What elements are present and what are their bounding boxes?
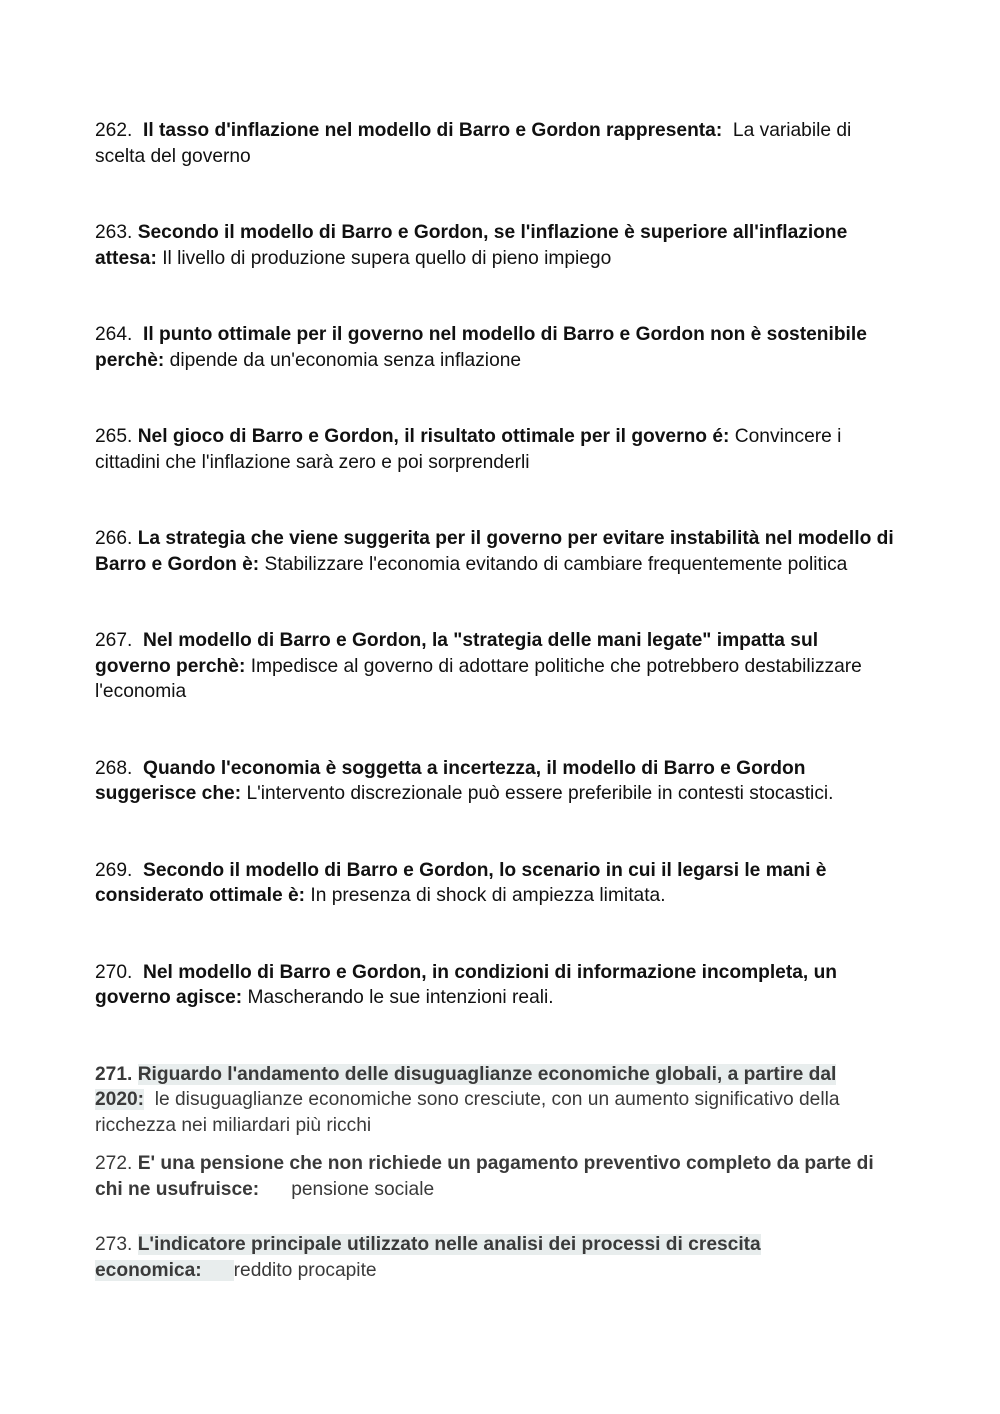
question-number: 263.: [95, 222, 133, 243]
question-number: 266.: [95, 528, 133, 549]
question-number: 273.: [95, 1234, 133, 1255]
question-number: 262.: [95, 120, 133, 141]
question-number: 268.: [95, 757, 133, 779]
answer-text: L'intervento discrezionale può essere preferibile in contesti stocastici.: [246, 783, 834, 804]
answer-text: le disuguaglianze economiche sono cresciute, con un aumento significativo della ricchezza nei miliardari più ricchi: [95, 1089, 840, 1136]
answer-text: Convincere i cittadini che l'inflazione sarà zero e poi sorprenderli: [95, 426, 842, 473]
question-262: [95, 118, 895, 169]
question-number: 271.: [95, 1063, 133, 1085]
question-number: 270.: [95, 961, 133, 983]
question-text: Quando l'economia è soggetta a incertezza, il modello di Barro e Gordon suggerisce che:: [95, 757, 806, 804]
answer-text: Il livello di produzione supera quello di pieno impiego: [162, 247, 612, 269]
answer-text: reddito procapite: [233, 1259, 377, 1281]
question-text: Nel gioco di Barro e Gordon, il risultato ottimale per il governo é:: [137, 426, 730, 447]
question-text: Nel modello di Barro e Gordon, la "strategia delle mani legate" impatta sul governo perchè:: [95, 630, 819, 677]
question-269: [95, 858, 895, 909]
question-number: 264.: [95, 324, 133, 345]
answer-text: dipende da un'economia senza inflazione: [169, 349, 522, 371]
question-272: [95, 1151, 895, 1202]
question-text: Secondo il modello di Barro e Gordon, lo scenario in cui il legarsi le mani è considerato ottimale è:: [95, 859, 827, 906]
question-265: [95, 424, 895, 475]
question-number: 267.: [95, 630, 133, 651]
answer-text: pensione sociale: [291, 1178, 435, 1200]
question-271: [95, 1062, 895, 1139]
question-text: Il punto ottimale per il governo nel modello di Barro e Gordon non è sostenibile perchè:: [95, 324, 867, 371]
question-273: [95, 1232, 895, 1283]
answer-text: Mascherando le sue intenzioni reali.: [247, 987, 554, 1008]
question-263: [95, 220, 895, 271]
question-number: 272.: [95, 1153, 133, 1174]
question-268: [95, 756, 895, 807]
question-number: 265.: [95, 426, 133, 447]
question-text: Secondo il modello di Barro e Gordon, se l'inflazione è superiore all'inflazione attesa:: [95, 222, 848, 269]
document-page: [95, 118, 895, 1283]
question-266: [95, 526, 895, 577]
question-text: E' una pensione che non richiede un pagamento preventivo completo da parte di chi ne usufruisce:: [95, 1153, 874, 1200]
question-text: Nel modello di Barro e Gordon, in condizioni di informazione incompleta, un governo agisce:: [95, 961, 838, 1008]
answer-text: La variabile di scelta del governo: [95, 120, 852, 167]
question-text: La strategia che viene suggerita per il governo per evitare instabilità nel modello di Barro e Gordon è:: [95, 528, 894, 575]
answer-text: In presenza di shock di ampiezza limitata.: [310, 885, 666, 906]
question-text: Riguardo l'andamento delle disuguaglianze economiche globali, a partire dal 2020:: [95, 1063, 837, 1110]
question-270: [95, 960, 895, 1011]
question-text: Il tasso d'inflazione nel modello di Barro e Gordon rappresenta:: [143, 120, 723, 141]
answer-text: Impedisce al governo di adottare politiche che potrebbero destabilizzare l'economia: [95, 655, 862, 702]
question-264: [95, 322, 895, 373]
question-number: 269.: [95, 859, 133, 881]
question-text: L'indicatore principale utilizzato nelle analisi dei processi di crescita economica:: [95, 1234, 761, 1281]
question-267: [95, 628, 895, 705]
answer-text: Stabilizzare l'economia evitando di cambiare frequentemente politica: [264, 553, 848, 575]
